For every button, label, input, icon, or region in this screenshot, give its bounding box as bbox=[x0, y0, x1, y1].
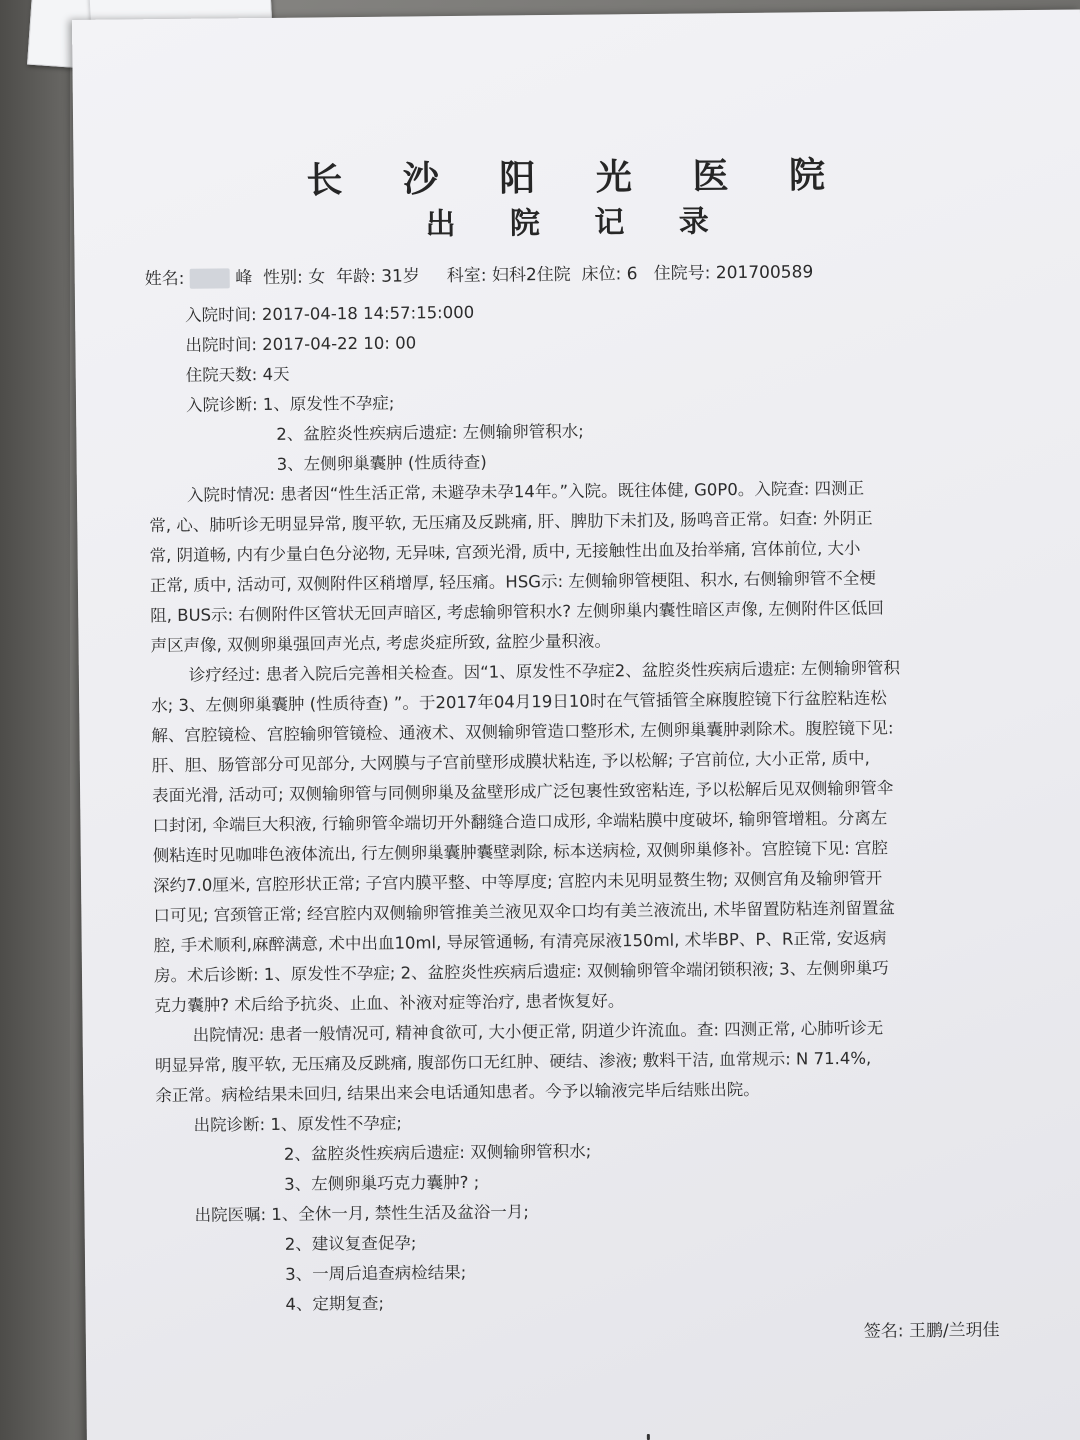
treatment-course-line: 口可见; 宫颈管正常; 经宫腔内双侧输卵管推美兰液见双伞口均有美兰液流出, 术毕留置防粘连剂留置盆 bbox=[153, 898, 896, 926]
discharge-record-sheet bbox=[72, 9, 1080, 1440]
treatment-course-line: 水; 3、左侧卵巢囊肿 (性质待查) ”。于2017年04月19日10时在气管插管全麻腹腔镜下行盆腔粘连松 bbox=[151, 688, 887, 716]
gender-field: 性别: 女 bbox=[262, 267, 326, 289]
discharge-status-line: 明显异常, 腹平软, 无压痛及反跳痛, 腹部伤口无红肿、硬结、渗液; 敷料干洁, 血常规示: N 71.4%, bbox=[154, 1048, 872, 1076]
discharge-status-line: 余正常。病检结果未回归, 结果出来会电话通知患者。今予以输液完毕后结账出院。 bbox=[155, 1079, 760, 1106]
treatment-course-line: 口封闭, 伞端巨大积液, 行输卵管伞端切开外翻缝合造口成形, 伞端粘膜中度破坏, 输卵管增粗。分离左 bbox=[152, 808, 888, 836]
admission-number-field: 住院号: 201700589 bbox=[653, 262, 814, 284]
treatment-course-line: 表面光滑, 活动可; 双侧输卵管与同侧卵巢及盆壁形成广泛包裹性致密粘连, 予以松解后见双侧输卵管伞 bbox=[152, 778, 894, 806]
discharge-status-line: 出院情况: 患者一般情况可, 精神食欲可, 大小便正常, 阴道少许流血。查: 四测正常, 心肺听诊无 bbox=[192, 1018, 884, 1045]
discharge-orders-line: 3、一周后追查病检结果; bbox=[285, 1262, 467, 1284]
admission-status-line: 正常, 质中, 活动可, 双侧附件区稍增厚, 轻压痛。HSG示: 左侧输卵管梗阻、积水, 右侧输卵管不全梗 bbox=[149, 568, 876, 596]
department-field: 科室: 妇科2住院 bbox=[446, 264, 571, 287]
admission-time: 入院时间: 2017-04-18 14:57:15:000 bbox=[184, 302, 475, 325]
record-title: 出 院 记 录 bbox=[425, 204, 732, 243]
discharge-time: 出院时间: 2017-04-22 10: 00 bbox=[185, 333, 417, 355]
discharge-diagnosis-line: 2、盆腔炎性疾病后遗症: 双侧输卵管积水; bbox=[283, 1141, 592, 1164]
ink-mark bbox=[647, 1434, 650, 1440]
admission-status-line: 常, 阴道畅, 内有少量白色分泌物, 无异味, 宫颈光滑, 质中, 无接触性出血及抬举痛, 宫体前位, 大小 bbox=[149, 538, 861, 566]
patient-header bbox=[145, 255, 1065, 290]
treatment-course-line: 侧粘连时见咖啡色液体流出, 行左侧卵巢囊肿囊壁剥除, 标本送病检, 双侧卵巢修补。宫腔镜下见: 宫腔 bbox=[152, 838, 889, 866]
hospital-name: 长 沙 阳 光 医 院 bbox=[306, 153, 850, 202]
treatment-course-line: 深约7.0厘米, 宫腔形状正常; 子宫内膜平整、中等厚度; 宫腔内未见明显赘生物; 双侧宫角及输卵管开 bbox=[152, 868, 883, 896]
discharge-orders-line: 4、定期复查; bbox=[285, 1293, 385, 1314]
treatment-course-line: 腔, 手术顺利,麻醉满意, 术中出血10ml, 导尿管通畅, 有清亮尿液150ml, 术毕BP、P、R正常, 安返病 bbox=[153, 928, 887, 956]
admission-diagnosis-line: 3、左侧卵巢囊肿 (性质待查) bbox=[276, 452, 487, 474]
admission-status-line: 入院时情况: 患者因“性生活正常, 未避孕未孕14年。”入院。既往体健, G0P0。入院查: 四测正 bbox=[186, 478, 865, 505]
name-value: 峰 bbox=[235, 268, 253, 289]
treatment-course-line: 解、宫腔镜检、宫腔输卵管镜检、通液术、双侧输卵管造口整形术, 左侧卵巢囊肿剥除术。腹腔镜下见: bbox=[151, 718, 894, 746]
discharge-diagnosis-line: 3、左侧卵巢巧克力囊肿? ; bbox=[284, 1172, 480, 1194]
desk-shadow bbox=[0, 0, 70, 1440]
bed-field: 床位: 6 bbox=[581, 264, 638, 285]
name-label: 姓名: bbox=[144, 268, 185, 290]
admission-status-line: 阻, BUS示: 右侧附件区管状无回声暗区, 考虑输卵管积水? 左侧卵巢内囊性暗区声像, 左侧附件区低回 bbox=[150, 598, 884, 626]
discharge-orders-line: 出院医嘱: 1、全休一月, 禁性生活及盆浴一月; bbox=[194, 1202, 529, 1225]
treatment-course-line: 肝、胆、肠管部分可见部分, 大网膜与子宫前壁形成膜状粘连, 予以松解; 子宫前位, 大小正常, 质中, bbox=[151, 748, 870, 776]
admission-diagnosis-line: 入院诊断: 1、原发性不孕症; bbox=[185, 393, 395, 415]
treatment-course-line: 房。术后诊断: 1、原发性不孕症; 2、盆腔炎性疾病后遗症: 双侧输卵管伞端闭锁积液; 3、左侧卵巢巧 bbox=[153, 958, 889, 986]
discharge-orders-line: 2、建议复查促孕; bbox=[284, 1233, 417, 1254]
discharge-diagnosis-line: 出院诊断: 1、原发性不孕症; bbox=[193, 1113, 403, 1135]
stay-days: 住院天数: 4天 bbox=[185, 364, 290, 385]
admission-status-line: 声区声像, 双侧卵巢强回声光点, 考虑炎症所致, 盆腔少量积液。 bbox=[150, 631, 612, 656]
admission-diagnosis-line: 2、盆腔炎性疾病后遗症: 左侧输卵管积水; bbox=[276, 421, 584, 444]
age-field: 年龄: 31岁 bbox=[335, 266, 420, 288]
treatment-course-line: 克力囊肿? 术后给予抗炎、止血、补液对症等治疗, 患者恢复好。 bbox=[154, 991, 625, 1016]
treatment-course-line: 诊疗经过: 患者入院后完善相关检查。因“1、原发性不孕症2、盆腔炎性疾病后遗症: 左侧输卵管积 bbox=[188, 658, 901, 685]
admission-status-line: 常, 心、肺听诊无明显异常, 腹平软, 无压痛及反跳痛, 肝、脾肋下未扪及, 肠鸣音正常。妇查: 外阴正 bbox=[149, 508, 873, 536]
redacted-name bbox=[190, 268, 230, 288]
signature: 签名: 王鹏/兰玥佳 bbox=[863, 1320, 1000, 1342]
